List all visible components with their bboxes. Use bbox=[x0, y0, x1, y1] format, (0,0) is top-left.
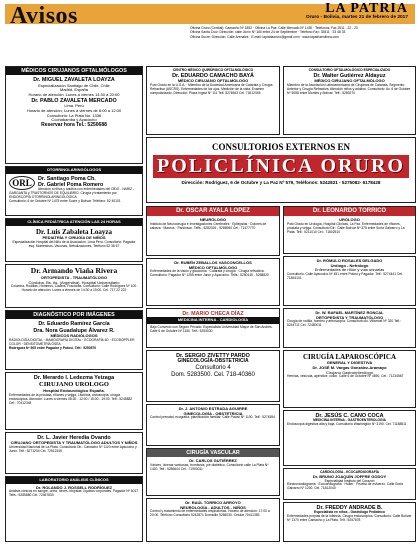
ad-antonio bbox=[146, 404, 280, 446]
ad-body: RADIOLOGÍA DIGITAL · MAMOGRAFÍA DIGITAL · ECOGRAFÍA 4D · ECODOPPLER COLOR · DENSITOMETRÍA ÓSEA bbox=[9, 337, 135, 346]
doctor-spec: GINECOLOGÍA - OBSTETRICIA bbox=[183, 410, 243, 416]
doctor-spec: GINECOLOGÍA-OBSTETRICIA bbox=[177, 358, 249, 365]
ad-mario bbox=[146, 308, 280, 348]
doctor-name: Dr. JESÚS C. CANO COCA bbox=[315, 413, 384, 419]
ad-address: Rodríguez Nº 505 entre Pagador y Potosí. Telf.: 5250570 bbox=[9, 345, 97, 350]
doctor-spec: PEDIATRÍA Y CIRUGÍA DE NIÑOS bbox=[42, 234, 106, 240]
ad-sergio bbox=[146, 350, 280, 402]
ad-body: Control prenatal, ecografía, planificación familiar. Calle Potosí Nº 1100. Telf.: 5274554 bbox=[150, 415, 275, 420]
doctor-sub: Especialización Santiago de Chile, Chile bbox=[38, 82, 110, 88]
ad-body: Control y tratamiento de enfermedades respiratorias. Horario de atención: 17:00 a 20:00. Teléfono Consultorio 5242871 Domicilio 5265030. Celular 70411383 bbox=[150, 509, 270, 518]
paper-name: LA PATRIA bbox=[325, 1, 408, 16]
ad-otorrino bbox=[5, 166, 143, 216]
ad-cirugia bbox=[283, 350, 416, 408]
ad-sub: GENERAL Y DIGESTIVA bbox=[326, 360, 373, 366]
doctor-name: Dr. Armando Viaña Rivera bbox=[30, 266, 118, 275]
ad-body: Análisis clínicos en sangre, orina, heces, biopsias, líquidos corporales. Pagador Nº 6017 Telfs.: 5285880 Cel. 72467830 bbox=[9, 489, 139, 498]
doctor-spec: ORTOPEDISTA - TRAUMATÓLOGO bbox=[40, 274, 108, 280]
doctor-name: Dr. BRUNO JOAQUÍN JOFFRE GODOY bbox=[312, 473, 387, 479]
ad-laboratorio bbox=[5, 476, 143, 542]
ad-rafael bbox=[283, 308, 416, 348]
ad-medicos-oftalmologos bbox=[5, 66, 143, 164]
ad-oscar bbox=[146, 206, 280, 256]
ad-body: Atención a niños y adultos con enfermedades del OÍDO - NARIZ - GARGANTA y TRASTORNOS DE EQUILIBRIO. Cirugía y tratamiento por ENDOSCOPIA OTORRINOLARINGOLÓGICA bbox=[9, 187, 135, 200]
ad-phone: Dom. 5283500. Cel. 718-40360 bbox=[171, 372, 255, 379]
ad-city: Cochabamba y Ayacucho bbox=[51, 117, 97, 123]
doctor-sub: Lima, Perú bbox=[64, 103, 84, 109]
banner-line3: Dirección: Rodríguez, 6 de Octubre y La Paz Nº 579, Teléfonos: 5242821 - 5275082- 6178428 bbox=[181, 180, 381, 186]
doctor-hospital: Hospital Endourológico España. bbox=[43, 388, 105, 394]
ad-body: Miembro de la Asociación Latinoamericana de Cirujanos de Catarata, Segmento Anterior y Cirugía Refractiva. Atención niños y adultos. Consultorio: Av. 6 de Octubre Nº 5058 entre Montes y Bolívar. Telf.: 5280270 bbox=[287, 82, 411, 95]
doctor-name: Dr. ÓSCAR AYALA LÓPEZ bbox=[147, 207, 279, 216]
doctor-name: Dr. ROLANDO J. ROSSELL RODRÍGUEZ bbox=[35, 484, 113, 490]
ad-band: CLÍNICA PEDIÁTRICA ATENCIÓN LAS 24 HORAS bbox=[6, 219, 142, 226]
doctor-name: Dr. RAÚL TORRICO ARROYO bbox=[185, 500, 241, 505]
ad-title: CONSULTORIO OFTALMOLÓGICO ESPECIALIZADO bbox=[308, 68, 391, 72]
ad-address: Consultorio: 6 de Octubre Nº 1475 entre Sucre y Bolívar. Teléfono: 52 40101 bbox=[9, 199, 121, 204]
ad-body: Columna, Rodillas, Hombros, Cadera, Fracturas. Consultorio: Calle Rodríguez Nº 100. Horario de atención: Lunes a viernes de 14:30 a 19:00. Cel. 717 22 222 bbox=[10, 284, 138, 293]
doctor-name: Dr. Luis Zabaleta Loayza bbox=[36, 227, 112, 236]
doctor-sub: Madrid, España bbox=[59, 87, 88, 93]
doctor-hours: Horario de atención: Lunes a viernes 14:30 a 20:00 bbox=[28, 92, 120, 98]
ad-band: OTORRINOLARINGÓLOGOS bbox=[6, 167, 142, 174]
doctor-spec: URÓLOGO bbox=[339, 217, 360, 223]
doctor-name: Dr. Eduardo Ramírez García bbox=[38, 321, 110, 328]
doctor-spec: MÉDICO CIRUJANO OFTALMÓLOGO bbox=[177, 78, 249, 84]
office-line: Oficina Oruro (Central): Camacho Nº 1892 · Oficina La Paz: Calle Mercado Nº 1430 · Teléfonos: Fax 2511 - 22 - 23 bbox=[190, 26, 358, 30]
doctor-spec: MÉDICO CIRUJANO OFTALMÓLOGO bbox=[314, 78, 385, 84]
ad-diagnostico bbox=[5, 310, 143, 370]
ad-freddy bbox=[283, 502, 416, 542]
doctor-name: Dr. W. RAFAEL MARTÍNEZ RONCAL bbox=[315, 310, 384, 315]
ad-band: DIAGNÓSTICO POR IMÁGENES bbox=[6, 311, 142, 319]
doctor-spec: Especialidad Instituto del Corazón bbox=[324, 478, 375, 483]
ad-torrico bbox=[283, 206, 416, 254]
ad-cirujano bbox=[5, 432, 143, 474]
ad-body: Várices, úlceras varicosas, trombosis, pie diabético. Consultorio calle La Plata Nº 1420. Telf.: 5286644 Cel.: 71900011 bbox=[150, 463, 269, 471]
doctor-spec: MEDICINA INTERNA - CARDIOLOGÍA bbox=[147, 317, 279, 324]
doctor-spec: ORTOPEDISTA Y TRAUMATÓLOGO bbox=[315, 314, 384, 320]
banner-line2: POLICLÍNICA ORURO bbox=[153, 155, 409, 179]
ad-band: LABORATORIO ANÁLISIS CLÍNICOS bbox=[6, 477, 142, 484]
doctor-name: Dr. Walter Gutiérrez Aldayuz bbox=[313, 72, 386, 79]
doctor-spec: NEURÓLOGO bbox=[199, 217, 227, 223]
ad-office: Consultorio 4 bbox=[195, 365, 231, 372]
ad-title: CENTRO MÉDICO QUIRÚRGICO OFTALMOLÓGICO bbox=[172, 68, 254, 72]
doctor-name: Dr. J. ANTONIO ESTRADA AGUIRRE bbox=[178, 406, 248, 411]
ad-body: Post Grado en Urología, Hospital Clínicas, La Paz. Enfermedades de riñones, próstata y vejiga. Consultorio Dir.: Calle Bolívar Nº 375 entre Soria Galvarro y La Plata. Telf.: 5211010 Cel.: 71802510 bbox=[287, 221, 405, 234]
ad-romulo bbox=[283, 256, 416, 306]
ad-body: Especialización Hospital del Niño de la Asociación, Lima Perú. Consultorio: Pagador esq. Montesinos, Vacunas, Nebulizaciones, Teléfono 52 38 67 bbox=[12, 239, 136, 248]
ad-band: CIRUGÍA LAPAROSCÓPICA bbox=[302, 353, 397, 361]
ad-body: Consultorio: Calle Ayacucho Nº 451 entre Potosí y Pagador. Telf.: 5274441 Cel. 71854101 bbox=[287, 272, 403, 281]
doctor-name: Dr. Merardo I. Ledezma Yeizaga bbox=[33, 375, 115, 381]
ad-body: Enfermedades de la próstata, riñones y vejiga. Litotricia, cistoscopía, cirugía endoscópica. Atención: Lunes a viernes 08:30 - 12:00 / 15:00 - 19:00. Telf.: 5245882 Cel.: 70412345 bbox=[9, 392, 133, 405]
doctor-spec: MÉDICO OFTALMÓLOGO bbox=[188, 264, 238, 270]
ad-band: MÉDICOS CIRUJANOS OFTALMÓLOGOS bbox=[6, 67, 142, 75]
doctor-hours: Horario de atención: Lunes a viernes de 8:00 a 12:00 bbox=[26, 108, 122, 113]
doctor-spec: Especialista en niños - Gastrólogo Pediátrico bbox=[314, 510, 385, 515]
doctor-name: Dr. PABLO ZAVALETA MERCADO bbox=[31, 97, 117, 104]
doctor-name: Dr. SERGIO ZIVETTY PARDO bbox=[176, 353, 250, 359]
ad-body: Bajo Convenio con Seguro Privado. Especialista Universidad Mayor de San Andrés. Calle 6 de Octubre Nº 1150. Telf.: 5253030 bbox=[150, 325, 273, 333]
orl-logo: ORL bbox=[9, 176, 35, 190]
ad-body: Electrocardiograma · Ecocardiografía · Holter · Prueba de esfuerzo. Calle Soria Galvarro Nº 1200. Cel. 71812040 bbox=[287, 482, 403, 491]
ad-jesus bbox=[283, 410, 416, 466]
doctor-spec: CIRUJANO UROLOGO bbox=[39, 381, 109, 389]
doctor-name: Dr. L. Javier Heredia Ovando bbox=[37, 435, 111, 441]
office-line: Oficina Sucre: Dirección: Calle Arenales · E-mail: lapatriaoruro@gmail.com · www.lapatriaenlinea.com bbox=[190, 34, 339, 39]
doctor-name: Dr. CARLOS GUTIÉRREZ bbox=[189, 458, 237, 464]
ad-pediatra bbox=[5, 218, 143, 262]
ad-title: CARDIOLOGÍA - ECOCARDIOGRAFÍA bbox=[319, 470, 380, 474]
ad-ruben bbox=[146, 258, 280, 306]
office-lines bbox=[190, 26, 415, 39]
doctor-sub: Enfermedades de riñón y vías urinarias bbox=[314, 267, 385, 273]
doctor-name: Dr. JOSÉ M. Vargas González-Aramayo bbox=[312, 364, 387, 370]
doctor-spec: MEDICINA INTERNA - GASTROENTEROLOGÍA bbox=[313, 418, 386, 423]
ad-body: Instituto de Neurocirugía e Investigaciones Cerebrales · Epilepsias · Dolores de cabeza · Mareos · Parkinson. Telfs.: 5282026 - 5286950 Cel.: 71477770 bbox=[150, 221, 267, 230]
doctor-name: Dr. MIGUEL ZAVALETA LOAYZA bbox=[33, 77, 115, 84]
doctor-name: Dr. MARIO CHECA DÍAZ bbox=[182, 311, 244, 317]
ad-address: Consultorio: La Plata No. 1336 bbox=[46, 112, 102, 118]
date-line: Oruro - Bolivia, martes 21 de febrero de 2017 bbox=[305, 15, 408, 20]
ad-body: Enfermedades de la visión y glaucoma · Catarata y cirugía · Cirugía refractiva. Consultorio: Pagador Nº 1255 entre Junín y Ayacucho. Telfs.: 5250145 - 5268820 bbox=[150, 269, 269, 278]
ad-body: Hernias, vesícula, apéndice, colon. Calle 6 de Octubre Nº 4890. Cel.: 71234567 bbox=[287, 374, 404, 379]
doctor-name: Dr. Gabriel Poma Romero bbox=[38, 182, 104, 189]
doctor-spec: Cirujano Gastroenterólogo bbox=[326, 369, 373, 375]
section-title: Avisos bbox=[10, 3, 78, 29]
doctor-name: Dr. Santiago Poma Ch. bbox=[38, 175, 96, 182]
doctor-spec: MÉDICOS RADIÓLOGOS bbox=[50, 333, 98, 339]
ad-urologo bbox=[5, 372, 143, 430]
banner-line1: CONSULTORIOS EXTERNOS EN bbox=[211, 142, 351, 152]
doctor-spec: CIRUJANO ORTOPEDISTA Y TRAUMATÓLOGO ADULTOS Y NIÑOS bbox=[10, 440, 138, 446]
ad-body: Post Grado en la U.S.A. · Miembro de la Sociedad Americana de Catarata y Cirugía Refractiva (ASCRS). Enfermedades de los ojos. Medición de la vista. Examen computarizado. Dirección: Plaza Ingavi Nº 111 Telf. 5276543 Cel. 71812345 bbox=[150, 82, 273, 95]
ad-band: CIRUGÍA VASCULAR bbox=[147, 449, 279, 457]
doctor-sub: Córdoba, Bs. As. (Argentina). Hospital Universitario bbox=[28, 279, 120, 285]
doctor-name: Dr. RUBÉN ZEBALLOS VASCONCELLOS bbox=[174, 260, 252, 265]
ad-body: Endoscopía digestiva alta y baja. Consultorio Washington Nº 3190. Cel. 71188811 bbox=[287, 422, 407, 427]
ad-vascular bbox=[146, 448, 280, 496]
doctor-spec: Urólogo - Nefrólogo bbox=[330, 262, 369, 268]
ad-trauma bbox=[5, 264, 143, 308]
page-header bbox=[0, 0, 420, 48]
doctor-spec: NEUROLOGÍA - ADULTOS - NIÑOS bbox=[180, 504, 246, 510]
office-line: Oficina Santa Cruz: Dirección: calle Junín Nº 160 entre 24 de Septiembre · Teléfono Fax: 33511 · 33 48 33 bbox=[190, 30, 346, 35]
policlinica-banner bbox=[146, 137, 416, 203]
ad-aldayuz bbox=[283, 66, 416, 135]
ad-phone: Reservar hora Tel.: 5250688 bbox=[41, 122, 107, 129]
ad-cemo bbox=[146, 66, 280, 135]
doctor-name: Dr. EDUARDO CAMACHO BAYÁ bbox=[172, 72, 254, 79]
doctor-name: Dr. RÓMULO ROSALES DELGADO bbox=[316, 258, 383, 263]
doctor-name: Dra. Nora Guadalupe Álvarez R. bbox=[33, 327, 115, 334]
doctor-name: Dr. LEONARDO TORRICO bbox=[284, 207, 415, 216]
ad-raul bbox=[146, 498, 280, 542]
doctor-name: Dr. FREDDY ANDRADE B. bbox=[316, 505, 383, 511]
ad-body: Enfermedades propias de la infancia. Cirugía endoscópica. Consultorio: Calle Bolívar Nº 1370 entre Camacho y La Plata. Telf.: 5257878 bbox=[287, 514, 412, 523]
ad-joffre bbox=[283, 468, 416, 500]
ad-body: Cirugía de rodilla, hombro y artroscopía. Consultorio Av. Villarroel Nº 320 Telf.: 5244711 Cel. 72480011 bbox=[287, 319, 402, 328]
ad-body: Universidad Nacional de La Plata. Consultorio Dir.: Camacho Nº 1120 entre Ayacucho y Junín. Telf.: 5271234 Cel. 72512345 bbox=[9, 445, 137, 453]
